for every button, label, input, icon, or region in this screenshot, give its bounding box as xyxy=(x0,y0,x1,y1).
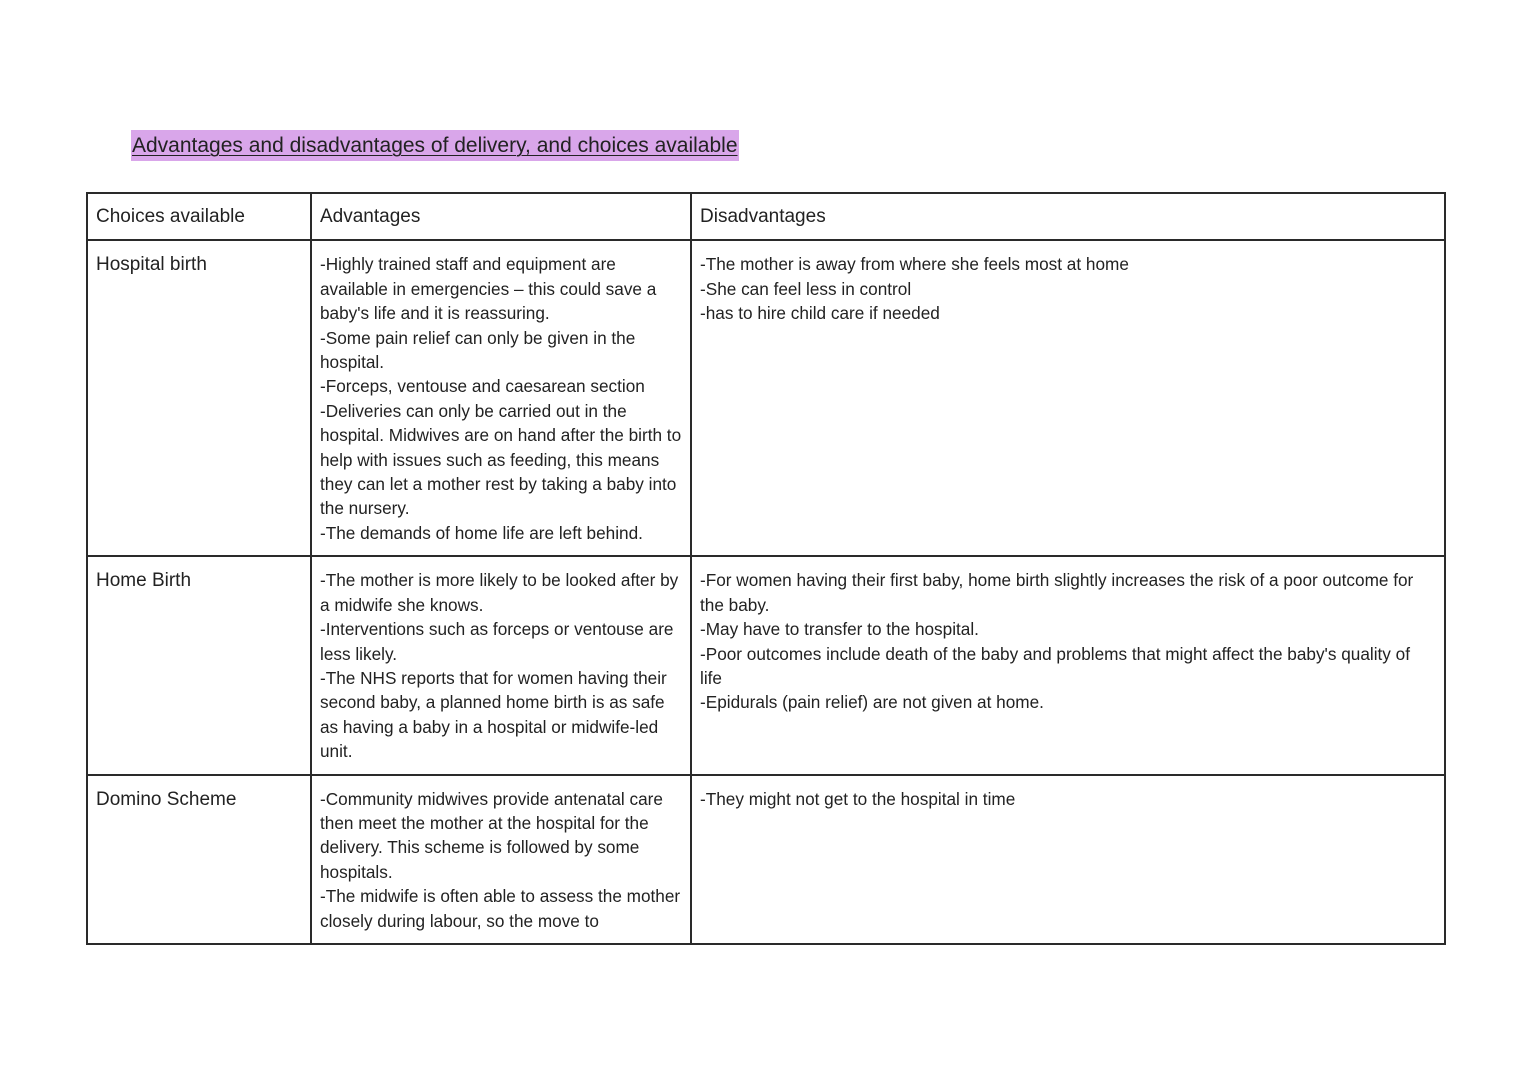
choice-name: Domino Scheme xyxy=(96,788,237,810)
table-row-home-birth xyxy=(87,556,1445,774)
header-choices-available: Choices available xyxy=(87,193,311,240)
advantage-item: -Highly trained staff and equipment are available in emergencies – this could save a baby's life and it is reassuring. xyxy=(320,254,657,324)
disadvantage-item: -has to hire child care if needed xyxy=(700,303,940,324)
advantage-item: -The midwife is often able to assess the mother closely during labour, so the move to xyxy=(320,886,681,931)
advantage-item: -Deliveries can only be carried out in the hospital. Midwives are on hand after the birth to help with issues such as feeding, this means they can let a mother rest by taking a baby into the nursery. xyxy=(320,400,682,519)
table-row-hospital-birth xyxy=(87,240,1445,556)
advantage-item: -The demands of home life are left behind. xyxy=(320,522,643,543)
advantage-item: -Some pain relief can only be given in the hospital. xyxy=(320,327,636,373)
advantage-item: -The NHS reports that for women having their second baby, a planned home birth is as safe as having a baby in a hospital or midwife-led unit. xyxy=(320,667,667,762)
advantage-item: -Community midwives provide antenatal care then meet the mother at the hospital for the delivery. This scheme is followed by some hospitals. xyxy=(320,788,663,882)
header-advantages: Advantages xyxy=(311,193,691,240)
disadvantage-item: -Epidurals (pain relief) are not given at home. xyxy=(700,692,1044,713)
disadvantage-item: -For women having their first baby, home birth slightly increases the risk of a poor outcome for the baby. xyxy=(700,570,1414,615)
advantages-cell xyxy=(311,775,691,944)
delivery-choices-table xyxy=(86,192,1446,945)
choice-cell xyxy=(87,775,311,944)
advantage-item: -Interventions such as forceps or ventouse are less likely. xyxy=(320,619,674,664)
advantages-cell xyxy=(311,240,691,556)
table-row-domino-scheme xyxy=(87,775,1445,944)
choice-name: Home Birth xyxy=(96,570,192,592)
advantage-item: -Forceps, ventouse and caesarean section xyxy=(320,376,645,397)
disadvantages-cell xyxy=(691,775,1445,944)
choice-cell xyxy=(87,556,311,774)
disadvantage-item: -The mother is away from where she feels most at home xyxy=(700,254,1129,275)
disadvantages-cell xyxy=(691,240,1445,556)
table-header-row xyxy=(87,193,1445,240)
disadvantage-item: -She can feel less in control xyxy=(700,278,912,299)
choice-cell xyxy=(87,240,311,556)
disadvantage-item: -They might not get to the hospital in time xyxy=(700,788,1016,809)
disadvantage-item: -Poor outcomes include death of the baby and problems that might affect the baby's quality of life xyxy=(700,643,1410,688)
advantage-item: -The mother is more likely to be looked after by a midwife she knows. xyxy=(320,570,679,615)
advantages-cell xyxy=(311,556,691,774)
document-title: Advantages and disadvantages of delivery, and choices available xyxy=(131,130,739,161)
disadvantage-item: -May have to transfer to the hospital. xyxy=(700,619,979,640)
header-disadvantages: Disadvantages xyxy=(691,193,1445,240)
disadvantages-cell xyxy=(691,556,1445,774)
choice-name: Hospital birth xyxy=(96,254,207,276)
